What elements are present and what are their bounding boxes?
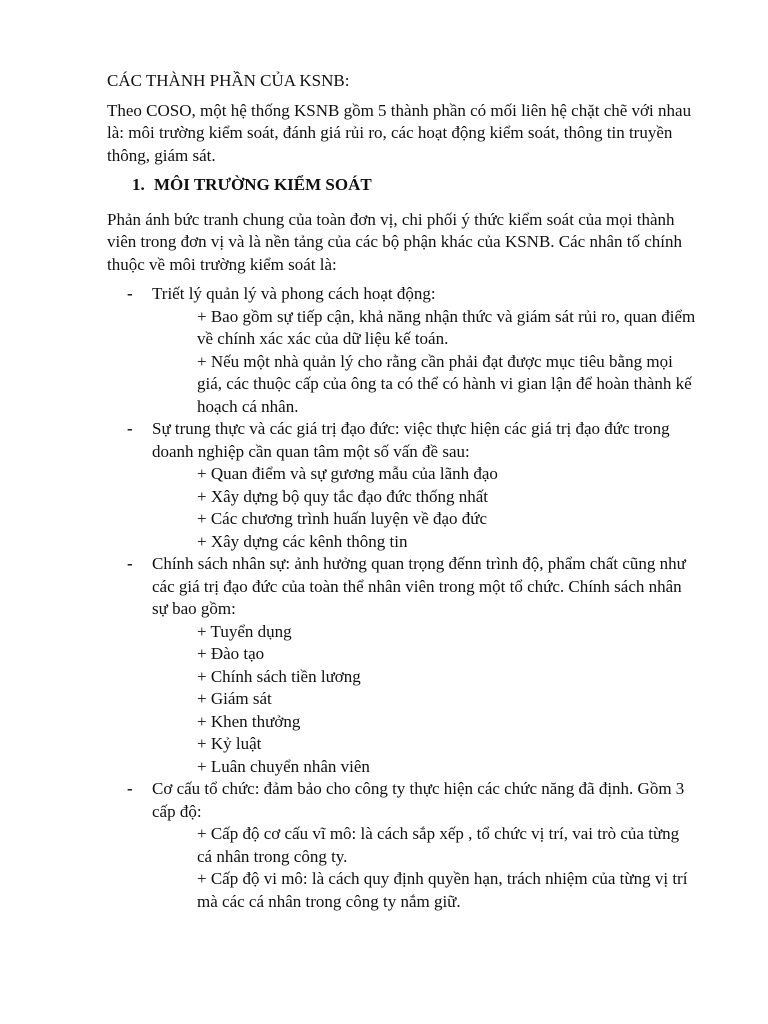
section-title (107, 174, 697, 197)
bullet-text: Sự trung thực và các giá trị đạo đức: việc thực hiện các giá trị đạo đức trong doanh nghiệp cần quan tâm một số vấn đề sau: (152, 419, 670, 461)
sub-list-item: + Xây dựng các kênh thông tin (197, 531, 408, 551)
bullet-dash: - (127, 284, 133, 303)
sub-list-item: + Giám sát (197, 689, 272, 708)
sub-list-item: + Nếu một nhà quản lý cho rằng cần phải đạt được mục tiêu bằng mọi giá, các thuộc cấp của ông ta có thể có hành vi gian lận để hoàn thành kế hoạch cá nhân. (197, 351, 692, 416)
bullet-text: Chính sách nhân sự: ảnh hưởng quan trọng đếnn trình độ, phẩm chất cũng như các giá trị đạo đức của toàn thể nhân viên trong một tổ chức. Chính sách nhân sự bao gồm: (152, 554, 686, 618)
sub-list-item: + Cấp độ cơ cấu vĩ mô: là cách sắp xếp , tổ chức vị trí, vai trò của từng cá nhân trong công ty. (197, 824, 680, 866)
list-item (107, 418, 697, 463)
list-item (107, 553, 697, 621)
list-item (107, 778, 697, 823)
document-heading: CÁC THÀNH PHẦN CỦA KSNB: (107, 71, 350, 90)
bullet-dash: - (127, 419, 133, 438)
section-number: 1. (132, 175, 145, 194)
sub-list-item: + Các chương trình huấn luyện về đạo đức (197, 509, 488, 528)
sub-list-item: + Chính sách tiền lương (197, 666, 361, 686)
sub-list-item: + Kỷ luật (197, 734, 262, 753)
sub-list-item: + Tuyển dụng (197, 621, 292, 641)
sub-list-item: + Xây dựng bộ quy tắc đạo đức thống nhất (197, 486, 488, 506)
section-title-text: MÔI TRƯỜNG KIỂM SOÁT (154, 175, 372, 194)
intro-paragraph: Theo COSO, một hệ thống KSNB gồm 5 thành phần có mối liên hệ chặt chẽ với nhau là: môi trường kiểm soát, đánh giá rủi ro, các hoạt động kiểm soát, thông tin truyền thông, giám sát. (107, 100, 692, 165)
list-item (107, 283, 697, 306)
bullet-dash: - (127, 554, 133, 573)
sub-list-item: + Đào tạo (197, 644, 265, 663)
section-intro-paragraph: Phản ánh bức tranh chung của toàn đơn vị, chi phối ý thức kiểm soát của mọi thành viên trong đơn vị và là nền tảng của các bộ phận khác của KSNB. Các nhân tố chính thuộc về môi trường kiểm soát là: (107, 209, 683, 274)
sub-list-item: + Bao gồm sự tiếp cận, khả năng nhận thức và giám sát rủi ro, quan điểm về chính xác xác của dữ liệu kế toán. (197, 306, 696, 348)
bullet-text: Cơ cấu tổ chức: đảm bảo cho công ty thực hiện các chức năng đã định. Gồm 3 cấp độ: (152, 779, 685, 821)
bullet-dash: - (127, 779, 133, 798)
sub-list-item: + Quan điểm và sự gương mẫu của lãnh đạo (197, 464, 498, 483)
sub-list-item: + Cấp độ vi mô: là cách quy định quyền hạn, trách nhiệm của từng vị trí mà các cá nhân trong công ty nắm giữ. (197, 869, 688, 911)
sub-list-item: + Khen thưởng (197, 711, 301, 731)
sub-list-item: + Luân chuyển nhân viên (197, 756, 370, 776)
document-page (107, 70, 697, 913)
bullet-text: Triết lý quản lý và phong cách hoạt động: (152, 284, 436, 303)
